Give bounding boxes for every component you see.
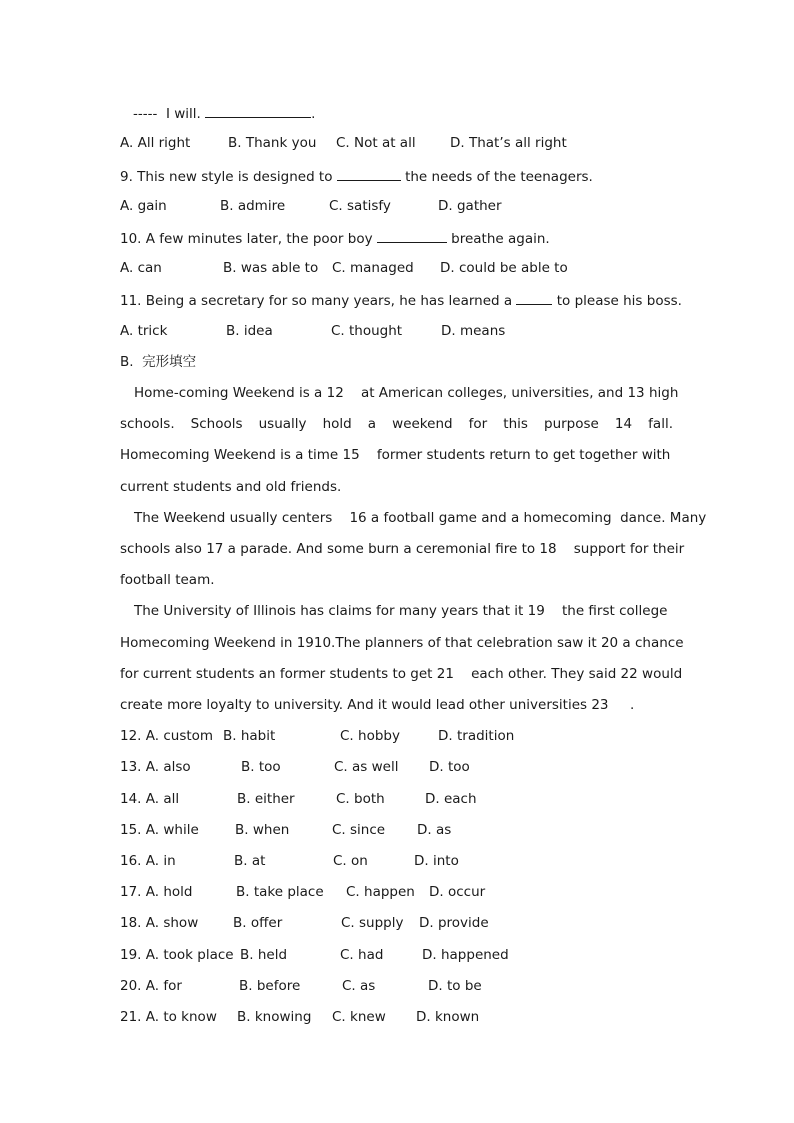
option-a: 16. A. in	[120, 853, 176, 869]
answer-blank	[516, 290, 552, 305]
option-c: C. satisfy	[329, 198, 391, 214]
option-c: C. on	[333, 853, 368, 869]
option-d: D. each	[425, 791, 477, 807]
option-a: A. All right	[120, 135, 191, 151]
passage-p3-line1: The University of Illinois has claims for many years that it 19 the first college	[134, 603, 668, 619]
option-c: C. supply	[341, 915, 404, 931]
cloze-question-14	[120, 790, 680, 808]
option-c: C. managed	[332, 260, 414, 276]
option-b: B. held	[240, 947, 288, 963]
cloze-question-17	[120, 883, 680, 901]
option-c: C. hobby	[340, 728, 400, 744]
option-d: D. could be able to	[440, 260, 568, 276]
option-d: D. as	[417, 822, 452, 838]
option-b: B. when	[235, 822, 290, 838]
option-c: C. knew	[332, 1009, 386, 1025]
passage-p3-line2: Homecoming Weekend in 1910.The planners of that celebration saw it 20 a chance	[120, 635, 684, 651]
option-c: C. since	[332, 822, 386, 838]
option-d: D. provide	[419, 915, 489, 931]
option-d: D. known	[416, 1009, 480, 1025]
q8-options	[120, 134, 680, 152]
option-d: D. tradition	[438, 728, 515, 744]
passage-p3-line4: create more loyalty to university. And it would lead other universities 23 .	[120, 697, 635, 713]
option-a: 13. A. also	[120, 759, 191, 775]
option-b: B. knowing	[237, 1009, 312, 1025]
option-d: D. into	[414, 853, 459, 869]
cloze-question-13	[120, 758, 680, 776]
option-b: B. admire	[220, 198, 286, 214]
option-b: B. take place	[236, 884, 324, 900]
option-a: A. gain	[120, 198, 167, 214]
cloze-question-19	[120, 946, 680, 964]
option-a: 14. A. all	[120, 791, 180, 807]
cloze-question-16	[120, 852, 680, 870]
passage-p1-line4: current students and old friends.	[120, 479, 342, 495]
option-c: C. Not at all	[336, 135, 416, 151]
passage-p1-line1: Home-coming Weekend is a 12 at American colleges, universities, and 13 high	[134, 385, 679, 401]
option-a: 12. A. custom	[120, 728, 214, 744]
option-c: C. thought	[331, 323, 403, 339]
option-b: B. at	[234, 853, 266, 869]
option-c: C. had	[340, 947, 384, 963]
q9-options	[120, 197, 680, 215]
option-a: 19. A. took place	[120, 947, 234, 963]
option-c: C. happen	[346, 884, 415, 900]
option-a: A. can	[120, 260, 162, 276]
option-b: B. Thank you	[228, 135, 317, 151]
passage-p2-line2: schools also 17 a parade. And some burn a ceremonial fire to 18 support for their	[120, 541, 685, 557]
option-c: C. both	[336, 791, 385, 807]
question-10: 10. A few minutes later, the poor boy breathe again.	[120, 228, 550, 248]
answer-blank	[205, 103, 311, 118]
option-b: B. habit	[223, 728, 276, 744]
option-b: B. either	[237, 791, 295, 807]
option-a: 15. A. while	[120, 822, 199, 838]
option-d: D. occur	[429, 884, 486, 900]
option-b: B. before	[239, 978, 301, 994]
section-b-heading: B. 完形填空	[120, 354, 197, 370]
option-d: D. That’s all right	[450, 135, 567, 151]
cloze-question-12	[120, 727, 680, 745]
question-9: 9. This new style is designed to the needs of the teenagers.	[120, 166, 593, 186]
cloze-question-21	[120, 1008, 680, 1026]
option-d: D. means	[441, 323, 506, 339]
option-a: 18. A. show	[120, 915, 199, 931]
option-a: 21. A. to know	[120, 1009, 217, 1025]
cloze-question-15	[120, 821, 680, 839]
option-b: B. idea	[226, 323, 273, 339]
passage-p3-line3: for current students an former students to get 21 each other. They said 22 would	[120, 666, 683, 682]
option-d: D. happened	[422, 947, 509, 963]
option-a: A. trick	[120, 323, 168, 339]
passage-p1-line3: Homecoming Weekend is a time 15 former students return to get together with	[120, 447, 671, 463]
passage-p2-line3: football team.	[120, 572, 215, 588]
question-11: 11. Being a secretary for so many years, he has learned a to please his boss.	[120, 290, 682, 310]
option-c: C. as	[342, 978, 376, 994]
q10-options	[120, 259, 680, 277]
option-b: B. was able to	[223, 260, 319, 276]
option-c: C. as well	[334, 759, 399, 775]
answer-blank	[337, 166, 401, 181]
q11-options	[120, 322, 680, 340]
option-b: B. offer	[233, 915, 283, 931]
option-d: D. to be	[428, 978, 482, 994]
answer-blank	[377, 228, 447, 243]
option-d: D. gather	[438, 198, 502, 214]
option-a: 17. A. hold	[120, 884, 193, 900]
q8-answer-line: ----- I will. .	[133, 103, 315, 123]
cloze-question-18	[120, 914, 680, 932]
cloze-question-20	[120, 977, 680, 995]
passage-p2-line1: The Weekend usually centers 16 a football game and a homecoming dance. Many	[134, 510, 707, 526]
passage-p1-line2: schools. Schools usually hold a weekend for this purpose 14 fall.	[120, 416, 673, 432]
option-b: B. too	[241, 759, 281, 775]
option-a: 20. A. for	[120, 978, 182, 994]
option-d: D. too	[429, 759, 470, 775]
